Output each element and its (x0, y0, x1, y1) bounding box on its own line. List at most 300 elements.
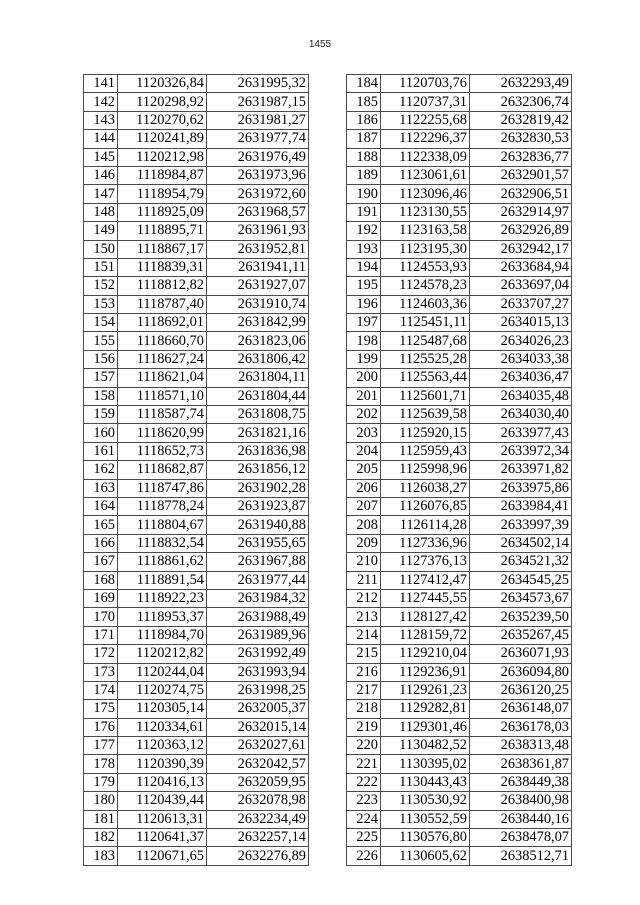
x-coordinate-cell: 1122338,09 (381, 148, 470, 166)
x-coordinate-cell: 1129261,23 (381, 681, 470, 699)
point-number-cell: 189 (347, 166, 381, 184)
point-number-cell: 219 (347, 718, 381, 736)
point-number-cell: 169 (84, 589, 118, 607)
table-row (84, 277, 309, 295)
y-coordinate-cell: 2632059,95 (207, 773, 309, 791)
table-row (84, 497, 309, 515)
table-row (84, 332, 309, 350)
point-number-cell: 154 (84, 314, 118, 332)
table-row (84, 663, 309, 681)
x-coordinate-cell: 1120270,62 (118, 111, 207, 129)
table-row (347, 571, 572, 589)
point-number-cell: 166 (84, 534, 118, 552)
x-coordinate-cell: 1123061,61 (381, 166, 470, 184)
point-number-cell: 145 (84, 148, 118, 166)
table-row (84, 185, 309, 203)
x-coordinate-cell: 1120737,31 (381, 93, 470, 111)
point-number-cell: 200 (347, 369, 381, 387)
table-row (84, 130, 309, 148)
y-coordinate-cell: 2632293,49 (470, 75, 572, 93)
table-row (84, 258, 309, 276)
point-number-cell: 187 (347, 130, 381, 148)
point-number-cell: 183 (84, 847, 118, 865)
x-coordinate-cell: 1118812,82 (118, 277, 207, 295)
point-number-cell: 173 (84, 663, 118, 681)
point-number-cell: 156 (84, 350, 118, 368)
y-coordinate-cell: 2631993,94 (207, 663, 309, 681)
y-coordinate-cell: 2631998,25 (207, 681, 309, 699)
y-coordinate-cell: 2631968,57 (207, 203, 309, 221)
table-row (347, 681, 572, 699)
x-coordinate-cell: 1120305,14 (118, 700, 207, 718)
x-coordinate-cell: 1124578,23 (381, 277, 470, 295)
x-coordinate-cell: 1120703,76 (381, 75, 470, 93)
x-coordinate-cell: 1118925,09 (118, 203, 207, 221)
x-coordinate-cell: 1120334,61 (118, 718, 207, 736)
x-coordinate-cell: 1120326,84 (118, 75, 207, 93)
x-coordinate-cell: 1120298,92 (118, 93, 207, 111)
table-row (84, 810, 309, 828)
table-row (84, 626, 309, 644)
point-number-cell: 198 (347, 332, 381, 350)
point-number-cell: 192 (347, 222, 381, 240)
y-coordinate-cell: 2633997,39 (470, 516, 572, 534)
point-number-cell: 224 (347, 810, 381, 828)
x-coordinate-cell: 1125639,58 (381, 406, 470, 424)
y-coordinate-cell: 2634502,14 (470, 534, 572, 552)
y-coordinate-cell: 2631823,06 (207, 332, 309, 350)
y-coordinate-cell: 2636094,80 (470, 663, 572, 681)
point-number-cell: 153 (84, 295, 118, 313)
table-row (84, 571, 309, 589)
point-number-cell: 146 (84, 166, 118, 184)
point-number-cell: 208 (347, 516, 381, 534)
y-coordinate-cell: 2631976,49 (207, 148, 309, 166)
point-number-cell: 181 (84, 810, 118, 828)
x-coordinate-cell: 1124603,36 (381, 295, 470, 313)
x-coordinate-cell: 1120241,89 (118, 130, 207, 148)
point-number-cell: 213 (347, 608, 381, 626)
point-number-cell: 151 (84, 258, 118, 276)
table-row (347, 497, 572, 515)
point-number-cell: 186 (347, 111, 381, 129)
table-row (84, 737, 309, 755)
table-row (347, 773, 572, 791)
y-coordinate-cell: 2638440,16 (470, 810, 572, 828)
point-number-cell: 160 (84, 424, 118, 442)
table-row (84, 792, 309, 810)
table-row (84, 424, 309, 442)
y-coordinate-cell: 2632306,74 (470, 93, 572, 111)
x-coordinate-cell: 1130576,80 (381, 829, 470, 847)
y-coordinate-cell: 2631856,12 (207, 461, 309, 479)
point-number-cell: 188 (347, 148, 381, 166)
table-row (347, 553, 572, 571)
y-coordinate-cell: 2632830,53 (470, 130, 572, 148)
x-coordinate-cell: 1128159,72 (381, 626, 470, 644)
y-coordinate-cell: 2632914,97 (470, 203, 572, 221)
point-number-cell: 205 (347, 461, 381, 479)
table-row (84, 755, 309, 773)
table-row (84, 829, 309, 847)
table-row (347, 369, 572, 387)
y-coordinate-cell: 2638361,87 (470, 755, 572, 773)
x-coordinate-cell: 1130552,59 (381, 810, 470, 828)
y-coordinate-cell: 2634033,38 (470, 350, 572, 368)
point-number-cell: 195 (347, 277, 381, 295)
y-coordinate-cell: 2632926,89 (470, 222, 572, 240)
table-row (84, 314, 309, 332)
table-row (347, 166, 572, 184)
x-coordinate-cell: 1118954,79 (118, 185, 207, 203)
point-number-cell: 222 (347, 773, 381, 791)
point-number-cell: 149 (84, 222, 118, 240)
x-coordinate-cell: 1130395,02 (381, 755, 470, 773)
x-coordinate-cell: 1123130,55 (381, 203, 470, 221)
x-coordinate-cell: 1118620,99 (118, 424, 207, 442)
y-coordinate-cell: 2634026,23 (470, 332, 572, 350)
table-row (347, 718, 572, 736)
y-coordinate-cell: 2632276,89 (207, 847, 309, 865)
point-number-cell: 190 (347, 185, 381, 203)
table-row (347, 626, 572, 644)
y-coordinate-cell: 2638449,38 (470, 773, 572, 791)
x-coordinate-cell: 1127336,96 (381, 534, 470, 552)
y-coordinate-cell: 2631910,74 (207, 295, 309, 313)
point-number-cell: 141 (84, 75, 118, 93)
table-row (84, 516, 309, 534)
x-coordinate-cell: 1130482,52 (381, 737, 470, 755)
x-coordinate-cell: 1128127,42 (381, 608, 470, 626)
point-number-cell: 223 (347, 792, 381, 810)
y-coordinate-cell: 2633984,41 (470, 497, 572, 515)
table-row (347, 295, 572, 313)
y-coordinate-cell: 2631972,60 (207, 185, 309, 203)
y-coordinate-cell: 2631984,32 (207, 589, 309, 607)
y-coordinate-cell: 2631961,93 (207, 222, 309, 240)
point-number-cell: 218 (347, 700, 381, 718)
x-coordinate-cell: 1118895,71 (118, 222, 207, 240)
point-number-cell: 221 (347, 755, 381, 773)
table-row (347, 737, 572, 755)
y-coordinate-cell: 2631836,98 (207, 442, 309, 460)
x-coordinate-cell: 1122296,37 (381, 130, 470, 148)
table-row (347, 847, 572, 865)
table-row (347, 240, 572, 258)
point-number-cell: 171 (84, 626, 118, 644)
x-coordinate-cell: 1118861,62 (118, 553, 207, 571)
table-row (84, 222, 309, 240)
point-number-cell: 212 (347, 589, 381, 607)
y-coordinate-cell: 2631952,81 (207, 240, 309, 258)
table-row (84, 442, 309, 460)
y-coordinate-cell: 2633972,34 (470, 442, 572, 460)
y-coordinate-cell: 2631808,75 (207, 406, 309, 424)
point-number-cell: 206 (347, 479, 381, 497)
table-row (347, 608, 572, 626)
table-row (347, 314, 572, 332)
y-coordinate-cell: 2631973,96 (207, 166, 309, 184)
y-coordinate-cell: 2632015,14 (207, 718, 309, 736)
table-row (347, 663, 572, 681)
table-row (84, 240, 309, 258)
y-coordinate-cell: 2631977,44 (207, 571, 309, 589)
x-coordinate-cell: 1124553,93 (381, 258, 470, 276)
x-coordinate-cell: 1130605,62 (381, 847, 470, 865)
x-coordinate-cell: 1118832,54 (118, 534, 207, 552)
y-coordinate-cell: 2632901,57 (470, 166, 572, 184)
y-coordinate-cell: 2633977,43 (470, 424, 572, 442)
x-coordinate-cell: 1118778,24 (118, 497, 207, 515)
table-row (347, 258, 572, 276)
table-row (347, 461, 572, 479)
point-number-cell: 204 (347, 442, 381, 460)
y-coordinate-cell: 2632042,57 (207, 755, 309, 773)
table-row (84, 93, 309, 111)
point-number-cell: 177 (84, 737, 118, 755)
y-coordinate-cell: 2635267,45 (470, 626, 572, 644)
table-row (347, 277, 572, 295)
table-row (347, 203, 572, 221)
point-number-cell: 144 (84, 130, 118, 148)
y-coordinate-cell: 2632257,14 (207, 829, 309, 847)
x-coordinate-cell: 1125920,15 (381, 424, 470, 442)
x-coordinate-cell: 1123096,46 (381, 185, 470, 203)
x-coordinate-cell: 1129210,04 (381, 645, 470, 663)
y-coordinate-cell: 2631977,74 (207, 130, 309, 148)
table-row (84, 203, 309, 221)
x-coordinate-cell: 1125601,71 (381, 387, 470, 405)
x-coordinate-cell: 1126076,85 (381, 497, 470, 515)
x-coordinate-cell: 1127376,13 (381, 553, 470, 571)
table-row (347, 222, 572, 240)
y-coordinate-cell: 2638313,48 (470, 737, 572, 755)
point-number-cell: 142 (84, 93, 118, 111)
y-coordinate-cell: 2631941,11 (207, 258, 309, 276)
x-coordinate-cell: 1126038,27 (381, 479, 470, 497)
table-row (84, 700, 309, 718)
point-number-cell: 194 (347, 258, 381, 276)
y-coordinate-cell: 2634573,67 (470, 589, 572, 607)
x-coordinate-cell: 1118747,86 (118, 479, 207, 497)
y-coordinate-cell: 2631989,96 (207, 626, 309, 644)
point-number-cell: 197 (347, 314, 381, 332)
table-row (84, 406, 309, 424)
table-row (347, 185, 572, 203)
point-number-cell: 157 (84, 369, 118, 387)
y-coordinate-cell: 2631955,65 (207, 534, 309, 552)
y-coordinate-cell: 2631806,42 (207, 350, 309, 368)
x-coordinate-cell: 1118587,74 (118, 406, 207, 424)
x-coordinate-cell: 1118692,01 (118, 314, 207, 332)
table-row (347, 75, 572, 93)
point-number-cell: 214 (347, 626, 381, 644)
x-coordinate-cell: 1120641,37 (118, 829, 207, 847)
point-number-cell: 179 (84, 773, 118, 791)
y-coordinate-cell: 2631804,11 (207, 369, 309, 387)
y-coordinate-cell: 2632027,61 (207, 737, 309, 755)
x-coordinate-cell: 1125959,43 (381, 442, 470, 460)
x-coordinate-cell: 1118787,40 (118, 295, 207, 313)
table-row (347, 589, 572, 607)
x-coordinate-cell: 1127445,55 (381, 589, 470, 607)
point-number-cell: 226 (347, 847, 381, 865)
point-number-cell: 225 (347, 829, 381, 847)
x-coordinate-cell: 1118953,37 (118, 608, 207, 626)
y-coordinate-cell: 2632942,17 (470, 240, 572, 258)
table-row (84, 534, 309, 552)
point-number-cell: 207 (347, 497, 381, 515)
y-coordinate-cell: 2632078,98 (207, 792, 309, 810)
y-coordinate-cell: 2634036,47 (470, 369, 572, 387)
point-number-cell: 182 (84, 829, 118, 847)
table-row (84, 387, 309, 405)
point-number-cell: 211 (347, 571, 381, 589)
y-coordinate-cell: 2631981,27 (207, 111, 309, 129)
y-coordinate-cell: 2631987,15 (207, 93, 309, 111)
table-row (347, 810, 572, 828)
y-coordinate-cell: 2636071,93 (470, 645, 572, 663)
point-number-cell: 185 (347, 93, 381, 111)
point-number-cell: 163 (84, 479, 118, 497)
table-row (347, 700, 572, 718)
table-row (347, 424, 572, 442)
y-coordinate-cell: 2631842,99 (207, 314, 309, 332)
y-coordinate-cell: 2631902,28 (207, 479, 309, 497)
x-coordinate-cell: 1123195,30 (381, 240, 470, 258)
x-coordinate-cell: 1129301,46 (381, 718, 470, 736)
point-number-cell: 178 (84, 755, 118, 773)
table-row (84, 681, 309, 699)
point-number-cell: 159 (84, 406, 118, 424)
point-number-cell: 199 (347, 350, 381, 368)
x-coordinate-cell: 1120671,65 (118, 847, 207, 865)
x-coordinate-cell: 1118984,87 (118, 166, 207, 184)
table-row (347, 442, 572, 460)
point-number-cell: 215 (347, 645, 381, 663)
x-coordinate-cell: 1130443,43 (381, 773, 470, 791)
x-coordinate-cell: 1118571,10 (118, 387, 207, 405)
table-row (347, 387, 572, 405)
table-row (84, 589, 309, 607)
point-number-cell: 162 (84, 461, 118, 479)
point-number-cell: 168 (84, 571, 118, 589)
y-coordinate-cell: 2634545,25 (470, 571, 572, 589)
point-number-cell: 220 (347, 737, 381, 755)
table-row (347, 130, 572, 148)
table-row (347, 755, 572, 773)
x-coordinate-cell: 1118804,67 (118, 516, 207, 534)
point-number-cell: 201 (347, 387, 381, 405)
x-coordinate-cell: 1120212,82 (118, 645, 207, 663)
y-coordinate-cell: 2633684,94 (470, 258, 572, 276)
x-coordinate-cell: 1125487,68 (381, 332, 470, 350)
y-coordinate-cell: 2631923,87 (207, 497, 309, 515)
table-row (347, 645, 572, 663)
point-number-cell: 217 (347, 681, 381, 699)
x-coordinate-cell: 1118621,04 (118, 369, 207, 387)
page-number: 1455 (308, 39, 332, 50)
point-number-cell: 147 (84, 185, 118, 203)
x-coordinate-cell: 1118627,24 (118, 350, 207, 368)
point-number-cell: 210 (347, 553, 381, 571)
x-coordinate-cell: 1122255,68 (381, 111, 470, 129)
x-coordinate-cell: 1118867,17 (118, 240, 207, 258)
x-coordinate-cell: 1120212,98 (118, 148, 207, 166)
y-coordinate-cell: 2634015,13 (470, 314, 572, 332)
y-coordinate-cell: 2632906,51 (470, 185, 572, 203)
table-row (347, 829, 572, 847)
x-coordinate-cell: 1123163,58 (381, 222, 470, 240)
x-coordinate-cell: 1130530,92 (381, 792, 470, 810)
point-number-cell: 152 (84, 277, 118, 295)
point-number-cell: 216 (347, 663, 381, 681)
x-coordinate-cell: 1118891,54 (118, 571, 207, 589)
point-number-cell: 203 (347, 424, 381, 442)
y-coordinate-cell: 2633975,86 (470, 479, 572, 497)
table-row (347, 93, 572, 111)
table-row (84, 718, 309, 736)
table-row (84, 295, 309, 313)
point-number-cell: 184 (347, 75, 381, 93)
point-number-cell: 196 (347, 295, 381, 313)
table-row (84, 847, 309, 865)
table-row (347, 479, 572, 497)
y-coordinate-cell: 2633971,82 (470, 461, 572, 479)
y-coordinate-cell: 2634035,48 (470, 387, 572, 405)
table-row (84, 461, 309, 479)
point-number-cell: 202 (347, 406, 381, 424)
table-row (347, 406, 572, 424)
y-coordinate-cell: 2631967,88 (207, 553, 309, 571)
y-coordinate-cell: 2632836,77 (470, 148, 572, 166)
point-number-cell: 143 (84, 111, 118, 129)
y-coordinate-cell: 2634521,32 (470, 553, 572, 571)
point-number-cell: 148 (84, 203, 118, 221)
x-coordinate-cell: 1120390,39 (118, 755, 207, 773)
y-coordinate-cell: 2633707,27 (470, 295, 572, 313)
coordinates-table-left (83, 74, 309, 866)
x-coordinate-cell: 1125563,44 (381, 369, 470, 387)
y-coordinate-cell: 2631940,88 (207, 516, 309, 534)
x-coordinate-cell: 1118984,70 (118, 626, 207, 644)
point-number-cell: 158 (84, 387, 118, 405)
y-coordinate-cell: 2633697,04 (470, 277, 572, 295)
point-number-cell: 155 (84, 332, 118, 350)
x-coordinate-cell: 1129282,81 (381, 700, 470, 718)
y-coordinate-cell: 2631992,49 (207, 645, 309, 663)
point-number-cell: 165 (84, 516, 118, 534)
y-coordinate-cell: 2636148,07 (470, 700, 572, 718)
x-coordinate-cell: 1118652,73 (118, 442, 207, 460)
table-row (84, 479, 309, 497)
point-number-cell: 164 (84, 497, 118, 515)
x-coordinate-cell: 1120416,13 (118, 773, 207, 791)
table-row (347, 516, 572, 534)
point-number-cell: 172 (84, 645, 118, 663)
table-row (84, 645, 309, 663)
y-coordinate-cell: 2636178,03 (470, 718, 572, 736)
y-coordinate-cell: 2631927,07 (207, 277, 309, 295)
x-coordinate-cell: 1118682,87 (118, 461, 207, 479)
x-coordinate-cell: 1120613,31 (118, 810, 207, 828)
point-number-cell: 161 (84, 442, 118, 460)
x-coordinate-cell: 1125998,96 (381, 461, 470, 479)
y-coordinate-cell: 2638478,07 (470, 829, 572, 847)
point-number-cell: 191 (347, 203, 381, 221)
y-coordinate-cell: 2638512,71 (470, 847, 572, 865)
table-row (347, 792, 572, 810)
